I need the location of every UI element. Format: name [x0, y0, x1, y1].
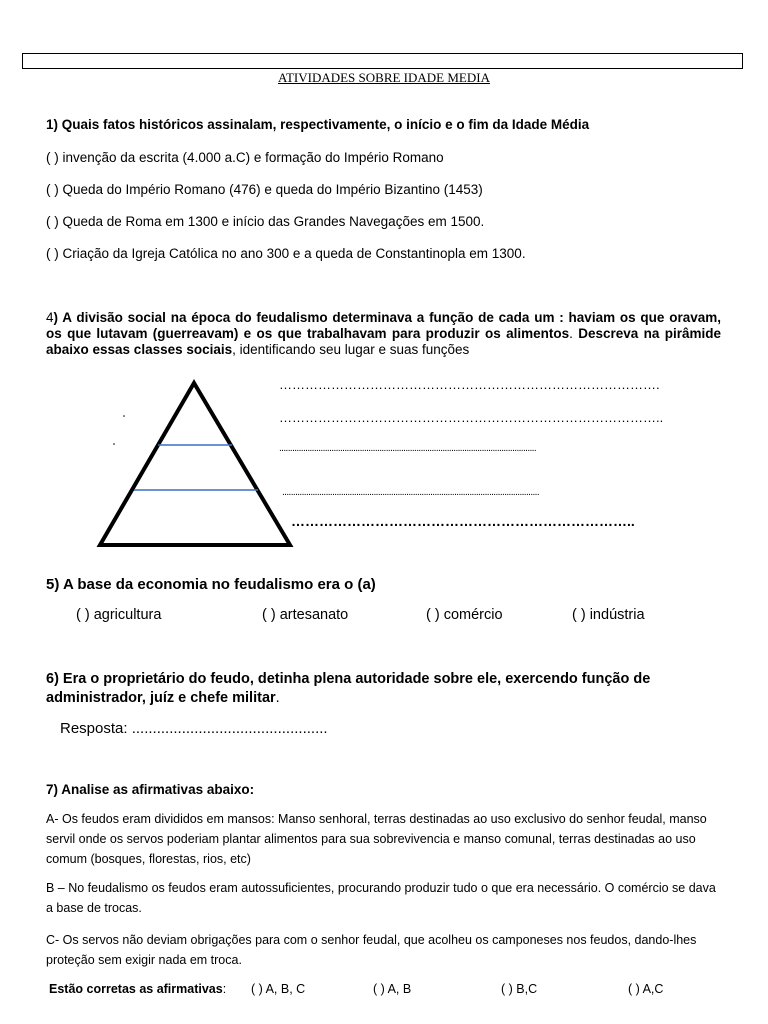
- q7-choice-ab[interactable]: ( ) A, B: [373, 982, 412, 996]
- question-1: 1) Quais fatos históricos assinalam, respectivamente, o início e o fim da Idade Média: [46, 117, 590, 132]
- q7-choice-ac[interactable]: ( ) A,C: [628, 982, 664, 996]
- q4-answer-line-2[interactable]: ……………………………………………………………………………..: [279, 410, 664, 425]
- q4-text-bold-a: ) A divisão social na época do feudalismo determinava a função de cada um : haviam os que oravam, os que lutavam (guerreavam) e os que trabalhavam para produzir os alimentos: [46, 310, 721, 341]
- q4-answer-line-5[interactable]: ………………………………………………………………..: [291, 513, 635, 529]
- question-7: 7) Analise as afirmativas abaixo:: [46, 782, 255, 797]
- question-5: 5) A base da economia no feudalismo era o (a): [46, 576, 376, 593]
- q1-option-c[interactable]: ( ) Queda de Roma em 1300 e início das Grandes Navegações em 1500.: [46, 214, 485, 229]
- q1-option-b[interactable]: ( ) Queda do Império Romano (476) e queda do Império Bizantino (1453): [46, 182, 483, 197]
- q4-text-bold-b: Descreva na pirâmide abaixo essas classes sociais: [46, 326, 721, 357]
- q5-option-comercio[interactable]: ( ) comércio: [426, 607, 503, 623]
- stray-dot-1: [123, 415, 125, 417]
- q4-answer-line-3[interactable]: ......................................................................................................................: [279, 443, 537, 454]
- q7-answer-label-colon: :: [222, 982, 227, 996]
- q4-answer-line-1[interactable]: …………………………………………………………………………….: [279, 377, 660, 392]
- q4-number: 4: [46, 310, 54, 325]
- q4-text-plain-b: , identificando seu lugar e suas funções: [232, 342, 470, 357]
- q6-text: 6) Era o proprietário do feudo, detinha plena autoridade sobre ele, exercendo função de administrador, juíz e chefe militar: [46, 671, 651, 706]
- q5-option-agricultura[interactable]: ( ) agricultura: [76, 607, 162, 623]
- question-4: [46, 310, 721, 358]
- q5-option-industria[interactable]: ( ) indústria: [572, 607, 645, 623]
- q7-answer-label: [49, 979, 226, 999]
- q1-option-d[interactable]: ( ) Criação da Igreja Católica no ano 300 e a queda de Constantinopla em 1300.: [46, 246, 526, 261]
- stray-dot-2: [113, 443, 115, 445]
- q4-text-plain-a: .: [569, 326, 579, 341]
- feudal-pyramid: [90, 376, 310, 551]
- q6-text-end: .: [275, 690, 280, 706]
- q7-choice-abc[interactable]: ( ) A, B, C: [251, 982, 306, 996]
- q4-answer-line-4[interactable]: ......................................................................................................................: [282, 487, 540, 498]
- question-6: [46, 670, 726, 708]
- q5-option-artesanato[interactable]: ( ) artesanato: [262, 607, 349, 623]
- q7-choice-bc[interactable]: ( ) B,C: [501, 982, 538, 996]
- q7-statement-b: B – No feudalismo os feudos eram autossuficientes, procurando produzir tudo o que era necessário. O comércio se dava a base de trocas.: [46, 881, 716, 915]
- q7-answer-label-text: Estão corretas as afirmativas: [49, 982, 223, 996]
- q7-statement-c: C- Os servos não deviam obrigações para com o senhor feudal, que acolheu os camponeses nos feudos, dando-lhes proteção sem exigir nada em troca.: [46, 933, 697, 967]
- pyramid-outline: [100, 383, 290, 545]
- page-title: ATIVIDADES SOBRE IDADE MEDIA: [278, 70, 490, 85]
- q6-answer-field[interactable]: Resposta: ...............................................: [60, 720, 328, 737]
- header-box: [22, 53, 743, 69]
- q1-option-a[interactable]: ( ) invenção da escrita (4.000 a.C) e formação do Império Romano: [46, 150, 444, 165]
- q7-statement-a: A- Os feudos eram divididos em mansos: Manso senhoral, terras destinadas ao uso exclusivo do senhor feudal, manso servil onde os servos poderiam plantar alimentos para sua sobrevivencia e manso comunal, terras destinadas ao uso comum (bosques, florestas, rios, etc): [46, 812, 707, 866]
